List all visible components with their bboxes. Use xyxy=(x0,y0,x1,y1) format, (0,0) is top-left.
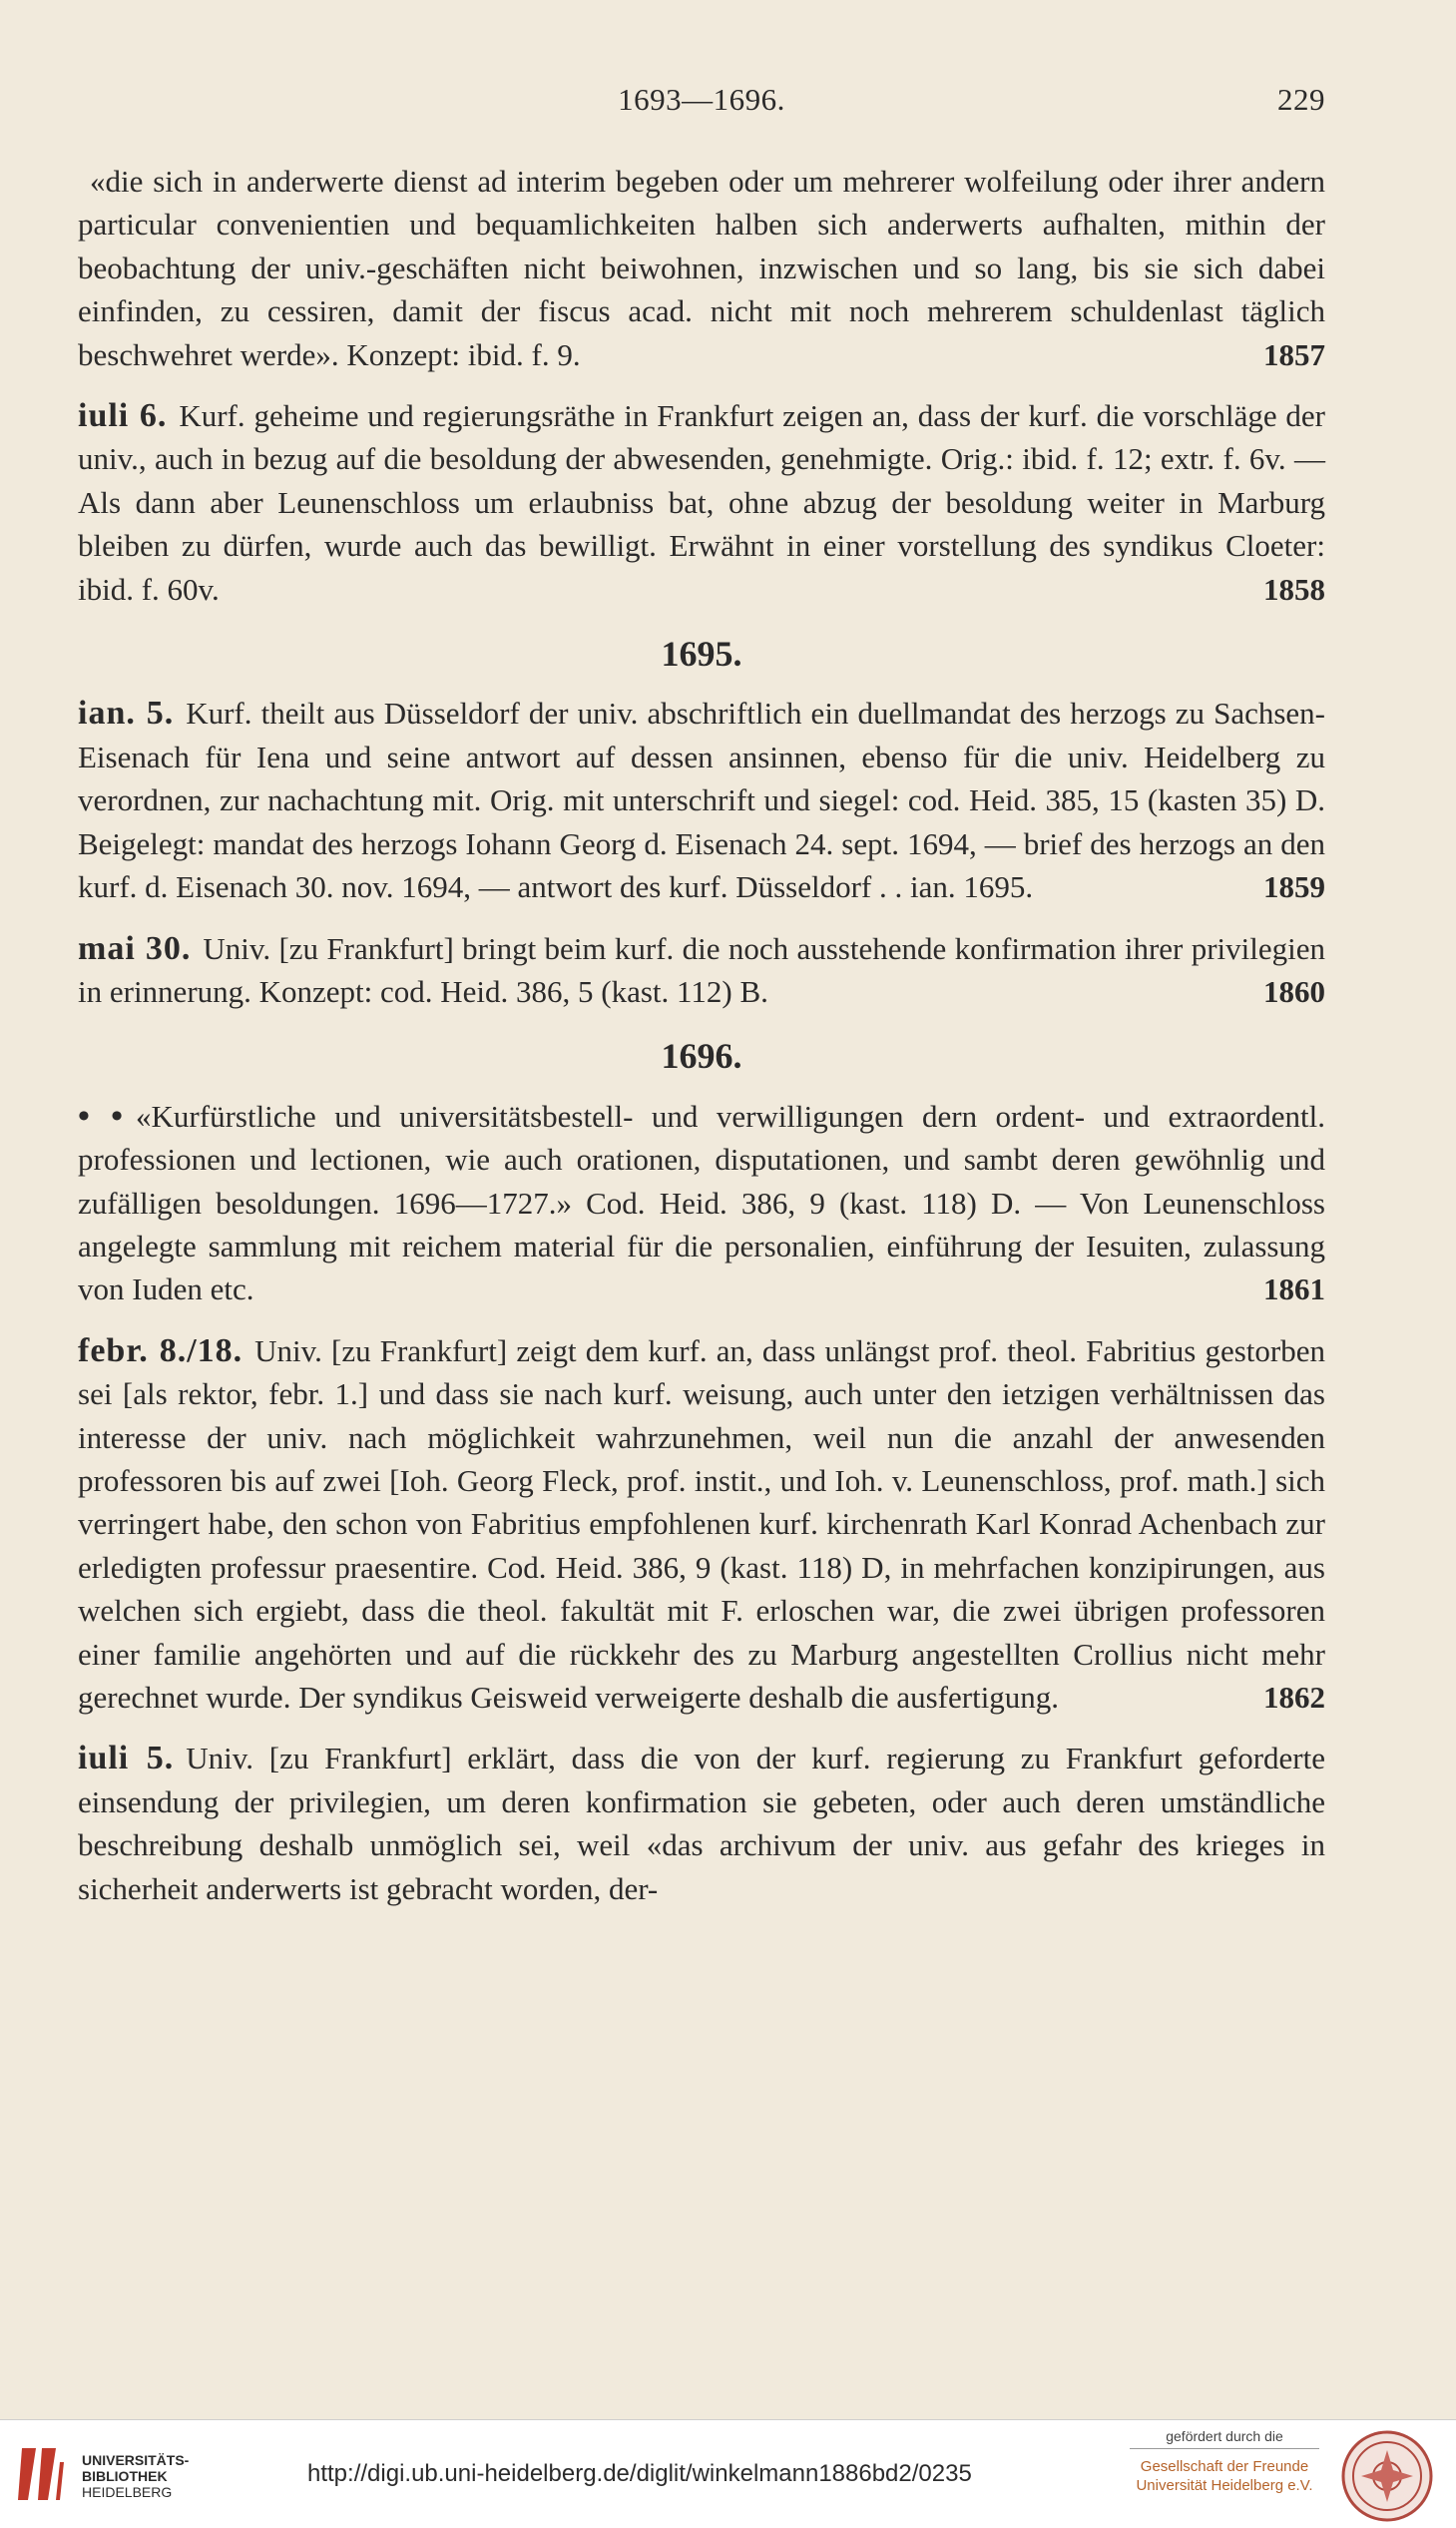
entry-text: Univ. [zu Frankfurt] bringt beim kurf. die noch ausstehende konfirmation ihrer privilegien in erinnerung. Konzept: cod. Heid. 386, 5 (kast. 112) B. xyxy=(78,930,1325,1009)
regest-entry xyxy=(78,1737,1325,1910)
university-library-logo-icon xyxy=(16,2442,66,2506)
entry-date: • • xyxy=(78,1097,125,1135)
regest-entry xyxy=(78,394,1325,611)
sponsor-label: gefördert durch die xyxy=(1166,2428,1283,2444)
entry-number: 1857 xyxy=(1263,336,1325,372)
running-head-title: 1693—1696. xyxy=(618,82,785,117)
entry-text: «Kurfürstliche und universitätsbestell- und verwilligungen dern ordent- und extraordentl. professionen und lectionen, wie auch orationen, disputationen, und sambt deren gewöhnlig und zufälligen besoldungen. 1696—1727.» Cod. Heid. 386, 9 (kast. 118) D. — Von Leunenschloss angelegte sammlung mit reichem material für die personalien, einführung der Iesuiten, zulassung von Iuden etc. xyxy=(78,1098,1325,1307)
library-name-line: UNIVERSITÄTS- xyxy=(82,2452,190,2468)
page-number: 229 xyxy=(1277,82,1325,117)
entry-date: mai 30. xyxy=(78,929,192,967)
entry-text: Univ. [zu Frankfurt] erklärt, dass die von der kurf. regierung zu Frankfurt geforderte einsendung der privilegien, um deren konfirmation sie gebeten, oder auch deren umständliche beschreibung deshalb unmöglich sei, weil «das archivum der univ. aus gefahr des krieges in sicherheit anderwerts ist gebracht worden, der- xyxy=(78,1741,1325,1906)
entry-date: iuli 6. xyxy=(78,397,168,435)
entry-text: Univ. [zu Frankfurt] zeigt dem kurf. an, dass unlängst prof. theol. Fabritius gestorben sei [als rektor, febr. 1.] und dass sie nach kurf. weisung, auch unter den ietzigen verhältnissen das interesse der univ. nach möglichkeit wahrzunehmen, weil nun die anzahl der anwesenden professoren bis auf zwei [Ioh. Georg Fleck, prof. instit., und Ioh. v. Leunenschloss, prof. math.] sich verringert habe, den schon von Fabritius empfohlenen kurf. kirchenrath Karl Konrad Achenbach zur erledigten professur praesentire. Cod. Heid. 386, 9 (kast. 118) D, in mehrfachen konzipirungen, aus welchen sich ergiebt, dass die theol. fakultät mit F. erloschen war, die zwei übrigen professoren einer familie angehörten und auf die rückkehr des zu Marburg angestellten Crollius nicht mehr gerechnet wurde. Der syndikus Geisweid verweigerte deshalb die ausfertigung. xyxy=(78,1332,1325,1715)
regest-entry xyxy=(78,927,1325,1014)
entry-number: 1861 xyxy=(1263,1271,1325,1307)
regest-entry xyxy=(78,692,1325,908)
sponsor-name-line: Gesellschaft der Freunde xyxy=(1140,2458,1309,2475)
entry-number: 1858 xyxy=(1263,571,1325,607)
entry-number: 1862 xyxy=(1263,1680,1325,1715)
entry-text: Kurf. theilt aus Düsseldorf der univ. abschriftlich ein duellmandat des herzogs zu Sachsen-Eisenach für Iena und seine antwort auf dessen ansinnen, ebenso für die univ. Heidelberg zu verordnen, zur nachachtung mit. Orig. mit unterschrift und siegel: cod. Heid. 385, 15 (kasten 35) D. Beigelegt: mandat des herzogs Iohann Georg d. Eisenach 24. sept. 1694, — brief des herzogs an den kurf. d. Eisenach 30. nov. 1694, — antwort des kurf. Düsseldorf . . ian. 1695. xyxy=(78,696,1326,905)
library-name xyxy=(82,2452,189,2500)
sponsor-block xyxy=(1130,2428,1319,2495)
entry-text: Kurf. geheime und regierungsräthe in Frankfurt zeigen an, dass der kurf. die vorschläge der univ., auch in bezug auf die besoldung der abwesenden, genehmigte. Orig.: ibid. f. 12; extr. f. 6v. — Als dann aber Leunenschloss um erlaubniss bat, ohne abzug der besoldung weiter in Marburg bleiben zu dürfen, wurde auch das bewilligt. Erwähnt in einer vorstellung des syndikus Cloeter: ibid. f. 60v. xyxy=(78,398,1326,607)
library-name-line: BIBLIOTHEK xyxy=(82,2468,168,2484)
entry-number: 1860 xyxy=(1263,973,1325,1009)
library-name-line: HEIDELBERG xyxy=(82,2484,173,2500)
running-head xyxy=(78,78,1325,138)
regest-entry xyxy=(78,160,1325,376)
regest-entry xyxy=(78,1329,1325,1720)
entry-date: febr. 8./18. xyxy=(78,1331,243,1369)
university-seal-icon xyxy=(1341,2430,1433,2522)
entry-date: ian. 5. xyxy=(78,695,175,733)
permalink-url[interactable]: http://digi.ub.uni-heidelberg.de/diglit/winkelmann1886bd2/0235 xyxy=(307,2460,972,2487)
page-text xyxy=(78,78,1325,1910)
year-heading: 1695. xyxy=(661,634,742,675)
entry-number: 1859 xyxy=(1263,869,1325,905)
sponsor-name-line: Universität Heidelberg e.V. xyxy=(1136,2477,1313,2494)
year-heading: 1696. xyxy=(661,1036,742,1077)
entry-text: «die sich in anderwerte dienst ad interim begeben oder um mehrerer wolfeilung oder ihrer andern particular convenientien und bequamlichkeiten halben sich anderwerts aufhalten, mithin der beobachtung der univ.-geschäften nicht beiwohnen, inzwischen und so lang, bis sie sich dabei einfinden, zu cessiren, damit der fiscus acad. nicht mit noch mehrerem schuldenlast täglich beschwehret werde». Konzept: ibid. f. 9. xyxy=(78,164,1325,372)
sponsor-divider xyxy=(1130,2448,1319,2449)
regest-entry xyxy=(78,1095,1325,1311)
entry-date: iuli 5. xyxy=(78,1740,175,1777)
digitization-footer xyxy=(0,2419,1456,2528)
